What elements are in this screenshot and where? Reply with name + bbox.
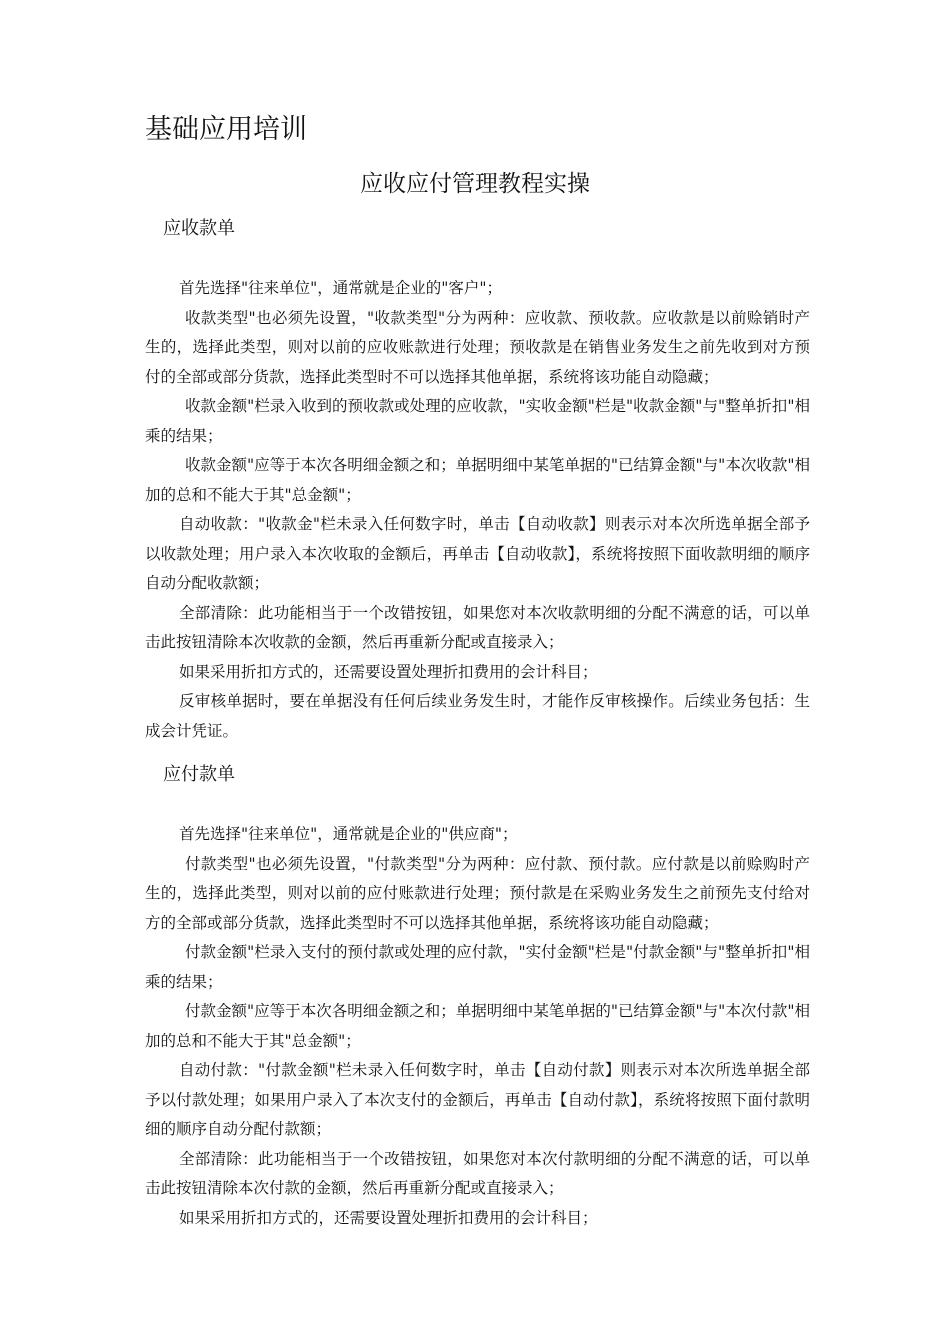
paragraph: 全部清除：此功能相当于一个改错按钮，如果您对本次收款明细的分配不满意的话，可以单击此按钮清除本次收款的金额，然后再重新分配或直接录入； bbox=[145, 603, 810, 651]
section-heading-receivable: 应收款单 bbox=[163, 218, 235, 239]
document-subtitle: 应收应付管理教程实操 bbox=[360, 171, 590, 197]
paragraph: 如果采用折扣方式的，还需要设置处理折扣费用的会计科目； bbox=[179, 662, 598, 681]
paragraph: 如果采用折扣方式的，还需要设置处理折扣费用的会计科目； bbox=[179, 1208, 598, 1227]
paragraph: 付款类型"也必须先设置，"付款类型"分为两种：应付款、预付款。应付款是以前赊购时产生的，选择此类型，则对以前的应付账款进行处理；预付款是在采购业务发生之前预先支付给对方的全部或部分货款，选择此类型时不可以选择其他单据，系统将该功能自动隐藏； bbox=[145, 854, 810, 932]
paragraph: 收款类型"也必须先设置，"收款类型"分为两种：应收款、预收款。应收款是以前赊销时产生的，选择此类型，则对以前的应收账款进行处理；预收款是在销售业务发生之前先收到对方预付的全部或部分货款，选择此类型时不可以选择其他单据，系统将该功能自动隐藏； bbox=[145, 308, 810, 386]
paragraph: 全部清除：此功能相当于一个改错按钮，如果您对本次付款明细的分配不满意的话，可以单击此按钮清除本次付款的金额，然后再重新分配或直接录入； bbox=[145, 1149, 810, 1197]
paragraph: 付款金额"栏录入支付的预付款或处理的应付款，"实付金额"栏是"付款金额"与"整单折扣"相乘的结果； bbox=[145, 943, 810, 991]
paragraph: 付款金额"应等于本次各明细金额之和；单据明细中某笔单据的"已结算金额"与"本次付款"相加的总和不能大于其"总金额"； bbox=[145, 1002, 810, 1050]
paragraph: 自动付款："付款金额"栏未录入任何数字时，单击【自动付款】则表示对本次所选单据全部予以付款处理；如果用户录入了本次支付的金额后，再单击【自动付款】，系统将按照下面付款明细的顺序自动分配付款额； bbox=[145, 1061, 810, 1138]
paragraph: 收款金额"栏录入收到的预收款或处理的应收款，"实收金额"栏是"收款金额"与"整单折扣"相乘的结果； bbox=[145, 397, 810, 445]
paragraph: 首先选择"往来单位"，通常就是企业的"客户"； bbox=[179, 279, 503, 297]
paragraph: 自动收款："收款金"栏未录入任何数字时，单击【自动收款】则表示对本次所选单据全部予以收款处理；用户录入本次收取的金额后，再单击【自动收款】，系统将按照下面收款明细的顺序自动分配收款额； bbox=[145, 515, 810, 592]
paragraph: 首先选择"往来单位"，通常就是企业的"供应商"； bbox=[179, 825, 518, 843]
paragraph: 反审核单据时，要在单据没有任何后续业务发生时，才能作反审核操作。后续业务包括：生成会计凭证。 bbox=[145, 692, 810, 740]
paragraph: 收款金额"应等于本次各明细金额之和；单据明细中某笔单据的"已结算金额"与"本次收款"相加的总和不能大于其"总金额"； bbox=[145, 456, 810, 504]
section-body-payable bbox=[145, 820, 810, 1233]
section-heading-payable: 应付款单 bbox=[163, 764, 235, 785]
document-title: 基础应用培训 bbox=[145, 114, 307, 145]
section-body-receivable bbox=[145, 274, 810, 746]
